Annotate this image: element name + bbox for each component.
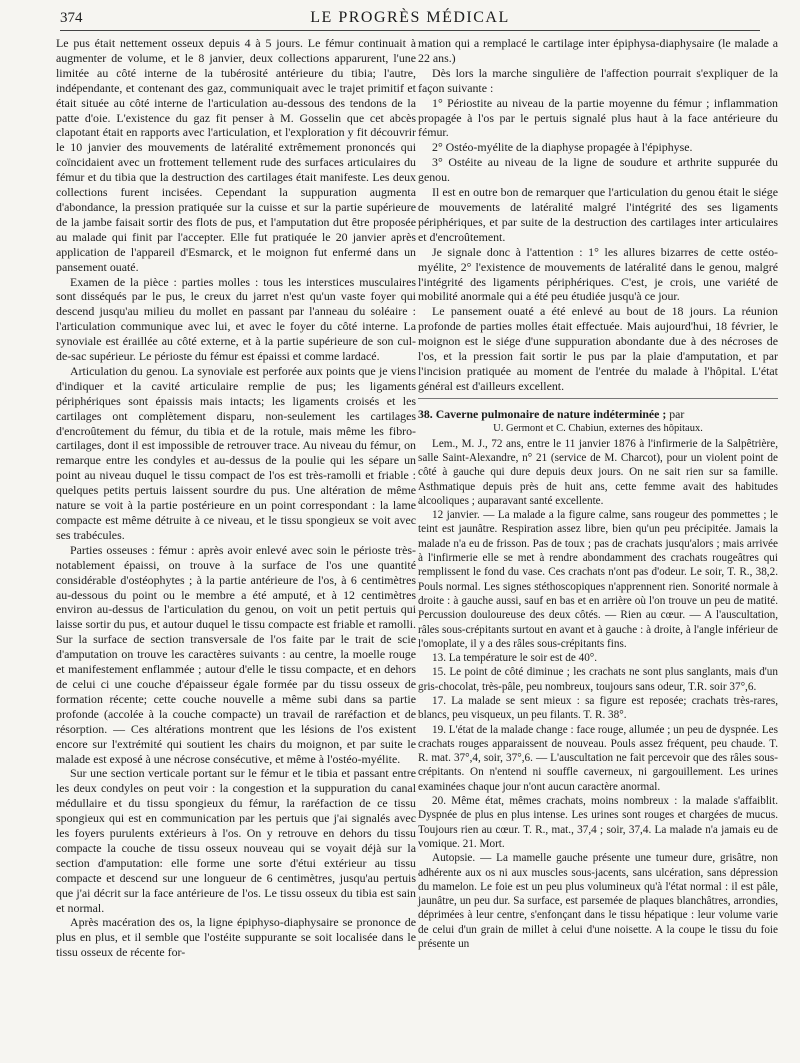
list-item: 1° Périostite au niveau de la partie moyenne du fémur ; inflammation propagée à l'os par le pertuis signalé plus haut à la face antérieure du fémur. <box>418 95 778 140</box>
paragraph: Parties osseuses : fémur : après avoir enlevé avec soin le périoste très-notablement épaissi, on trouve à la surface de l'os une quantité considérable d'ostéophytes ; à la partie antérieure de l'os, à 6 centimètres au-dessous du point ou le membre a été amputé, et à 12 centimètres environ au-dessus de l'articulation du genou, on voit un petit pertuis qui laisse sortir du pus, et autour duquel le tissu compacte est friable et ramolli. Sur la surface de section transversale de l'os faite par le trait de scie d'amputation on trouve les caractères suivants : au centre, la moelle rouge et manifestement enflammée ; autour d'elle le tissu compacte, et en dehors de celui ci une couche d'épaisseur égale formée par du tissu osseux de formation récente; cette couche nouvelle a même subi dans sa partie profonde (accolée à la couche compacte) un travail de raréfaction et de résorption. — Ces altérations montrent que les lésions de l'os existent encore sur l'extrémité qui soutient les chairs du moignon, et par suite le malade est exposé à une nécrose consécutive, et même à l'ostéo-myélite. <box>56 542 416 766</box>
paragraph: Dès lors la marche singulière de l'affection pourrait s'expliquer de la façon suivante : <box>418 65 778 95</box>
section-heading <box>418 407 778 422</box>
left-column <box>56 36 416 960</box>
page-number: 374 <box>60 10 83 26</box>
paragraph: 17. La malade se sent mieux : sa figure est reposée; crachats très-rares, blancs, peu visqueux, un peu filants. T. R. 38°. <box>418 695 778 722</box>
paragraph: Il est en outre bon de remarquer que l'articulation du genou était le siége de mouvements de latéralité malgré l'intégrité des ses ligaments périphériques, et par suite de la destruction des cartilages inter articulaires et d'encroûtement. <box>418 185 778 244</box>
paragraph: Articulation du genou. La synoviale est perforée aux points que je viens d'indiquer et la cavité articulaire remplie de pus; les ligaments périphériques sont épaissis mais intacts; les ligaments croisés et les cartilages ont complètement disparu, non-seulement les cartilages d'encroûtement du fémur, du tibia et de la rotule, mais même les fibro-cartilages, dont il est impossible de retrouver trace. Au niveau du fémur, on remarque entre les condyles et au-dessus de la poulie qui les sépare un point au niveau duquel le tissu compact de l'os est très-ramolli et friable : quelques petits pertuis laissent sourdre du pus. Une altération de même nature se voit à la partie postérieure en un point correspondant : la lame compacte est même détruite à ce niveau, et le tissu spongieux se voit avec ses trabécules. <box>56 363 416 542</box>
paragraph: Autopsie. — La mamelle gauche présente une tumeur dure, grisâtre, non adhérente aux os ni aux muscles sous-jacents, sans ulcération, sans dépression du mamelon. Le foie est un peu plus volumineux qu'à l'état normal : il est pâle, jaunâtre, un peu dur. Sa surface, est parsemée de plaques blanchâtres, arrondies, déprimées à leur centre, s'enfonçant dans le tissu hépatique : leur volume varie de celui d'un grain de millet à celui d'une noisette. A la coupe le tissu du foie présente un <box>418 852 778 951</box>
paragraph: Le pansement ouaté a été enlevé au bout de 18 jours. La réunion profonde de parties molles était effectuée. Mais aujourd'hui, 18 février, le moignon est le siége d'une suppuration abondante due à des nécroses de l'os, et la pression fait sortir le pus par la plaie d'amputation, et par l'incision pratiquée au moment de l'entrée du malade à l'hôpital. L'état général est d'ailleurs excellent. <box>418 304 778 393</box>
list-item: 3° Ostéite au niveau de la ligne de soudure et arthrite suppurée du genou. <box>418 155 778 185</box>
paragraph: Le pus était nettement osseux depuis 4 à 5 jours. Le fémur continuait à augmenter de volume, et le 8 janvier, deux collections apparurent, l'une limitée au côté interne de la tubérosité antérieure du tibia; l'autre, indépendante, et contenant des gaz, communiquait avec le trajet primitif et était située au côté interne de l'articulation au-dessous des tendons de la patte d'oie. L'existence du gaz fit penser à M. Gosselin que cet abcès clapotant était en rapports avec l'articulation, et l'exploration y fit découvrir le 10 janvier des mouvements de latéralité extrêmement prononcés qui coïncidaient avec un frottement tellement rude des surfaces articulaires du fémur et du tibia que la destruction des cartilages était manifeste. Les deux collections furent incisées. Cependant la suppuration augmenta d'abondance, la pression pratiquée sur la cuisse et sur la partie supérieure de la jambe faisait sortir des flots de pus, et l'amputation dut être proposée au malade qui finit par l'accepter. Elle fut pratiquée le 20 janvier après application de l'appareil d'Esmarck, et le moignon fut enfermé dans un pansement ouaté. <box>56 36 416 274</box>
list-item: 2° Ostéo-myélite de la diaphyse propagée à l'épiphyse. <box>432 140 693 155</box>
journal-title: LE PROGRÈS MÉDICAL <box>310 9 510 26</box>
section-by: par <box>669 406 685 421</box>
paragraph: 12 janvier. — La malade a la figure calme, sans rougeur des pommettes ; le teint est jaunâtre. Respiration assez libre, bien qu'un peu précipitée. Jamais la malade n'a eu de frisson. Pas de toux ; pas de crachats jusqu'alors ; mais arrivée à l'infirmerie elle se met à rendre abondamment des crachats rougeâtres qui remplissent le fond du vase. Ces crachats n'ont pas d'odeur. Le soir, T. R., 38,2. Pouls normal. Les signes stéthoscopiques n'apprennent rien. Sonorité normale à droite : à gauche aussi, sauf en bas et en arrière où l'on trouve un peu de matité. Percussion douloureuse des deux côtés. — Rien au cœur. — A l'auscultation, râles sous-crépitants surtout en avant et à gauche : à droite, à l'angle inférieur de l'omoplate, il y a des râles sous-crépitants fins. <box>418 509 778 650</box>
paragraph: Lem., M. J., 72 ans, entre le 11 janvier 1876 à l'infirmerie de la Salpêtrière, salle Saint-Alexandre, n° 21 (service de M. Charcot), pour un violent point de côté à gauche qui dure depuis deux jours. On ne sait rien sur sa famille. Asthmatique depuis près de huit ans, cette femme avait des habitudes alcooliques ; auparavant santé excellente. <box>418 437 778 507</box>
paragraph: 13. La température le soir est de 40°. <box>432 652 598 665</box>
section-title: 38. Caverne pulmonaire de nature indéterminée ; <box>418 406 667 421</box>
paragraph: 19. L'état de la malade change : face rouge, allumée ; un peu de dyspnée. Les crachats rouges apparaissent de nouveau. Pouls assez fréquent, peu chaude. T. R. mat. 37°,4, soir, 37°,6. — L'auscultation ne fait percevoir que des râles sous-crépitants. On n'entend ni souffle caverneux, ni gargouillement. Les urines examinées chaque jour n'ont aucun caractère anormal. <box>418 723 778 793</box>
paragraph: Je signale donc à l'attention : 1° les allures bizarres de cette ostéo-myélite, 2° l'existence de mouvements de latéralité dans le genou, malgré l'intégrité des ligaments périphériques. C'est, je crois, une variété de mobilité anormale qui a été peu étudiée jusqu'à ce jour. <box>418 244 778 304</box>
paragraph: Après macération des os, la ligne épiphyso-diaphysaire se prononce de plus en plus, et il semble que l'ostéite suppurante se soit localisée dans le tissu osseux de récente for- <box>56 915 416 960</box>
paragraph: 15. Le point de côté diminue ; les crachats ne sont plus sanglants, mais d'un gris-chocolat, très-pâle, peu nombreux, toujours sans odeur, T.R. soir 37°,6. <box>418 666 778 693</box>
paragraph: 20. Même état, mêmes crachats, moins nombreux : la malade s'affaiblit. Dyspnée de plus en plus intense. Les urines sont rouges et chargées de mucus. Toujours rien au cœur. T. R., mat., 37,4 ; soir, 37,4. La malade n'a jamais eu de vomique. 21. Mort. <box>418 795 778 850</box>
paragraph: mation qui a remplacé le cartilage inter épiphysa-diaphysaire (le malade a 22 ans.) <box>418 36 778 65</box>
running-header <box>60 8 760 31</box>
paragraph: Examen de la pièce : parties molles : tous les interstices musculaires sont disséqués par le pus, le creux du jarret n'est qu'un vaste foyer qui descend jusqu'au milieu du mollet en passant par l'anneau du soléaire : l'articulation communique avec lui, et avec le foyer du côté interne. La synoviale est éraillée au côté externe, et à la partie supérieure de son cul-de-sac supérieur. Le périoste du fémur est épaissi et comme lardacé. <box>56 274 416 364</box>
section-authors: U. Germont et C. Chabiun, externes des hôpitaux. <box>493 422 703 434</box>
paragraph: Sur une section verticale portant sur le fémur et le tibia et passant entre les deux condyles on peut voir : la congestion et la suppuration du canal médullaire et du tissu spongieux du fémur, la raréfaction de ce tissu spongieux qui est en communication par les pertuis que j'ai signalés avec les foyers purulents extérieurs à l'os. On y retrouve en dehors du tissu compacte la couche de tissu osseux nouveau qui se voyait déjà sur la section d'amputation: elle forme une sorte d'étui extérieur au tissu compacte et descend sur une longueur de 6 centimètres, jusqu'au pertuis que j'ai décrit sur la face antérieure de l'os. Le tissu osseux du tibia est sain et normal. <box>56 766 416 915</box>
right-column <box>418 36 778 951</box>
section-divider <box>418 398 778 399</box>
